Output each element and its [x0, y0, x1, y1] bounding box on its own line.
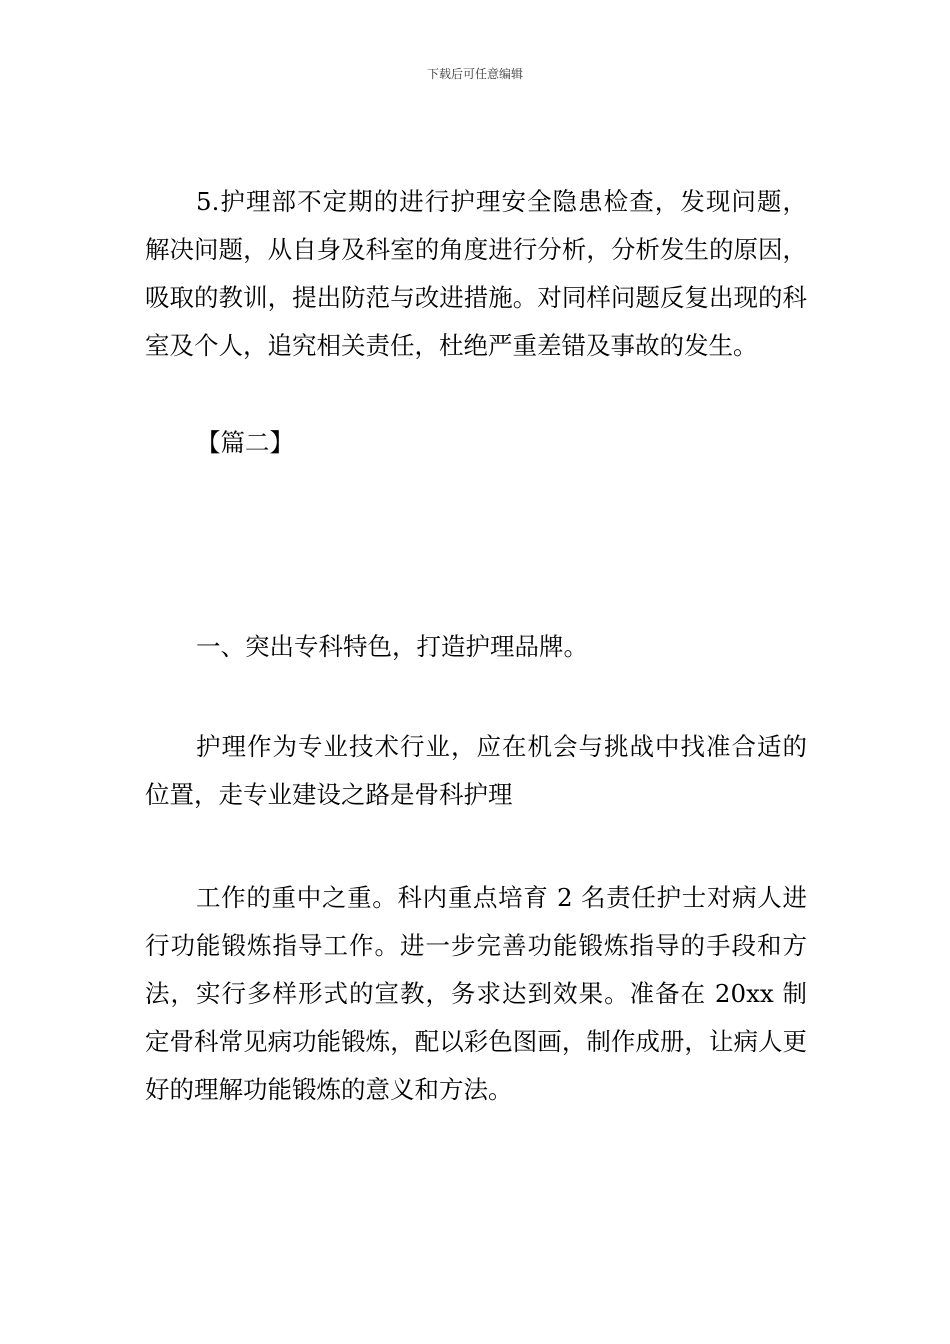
section-heading: 一、突出专科特色，打造护理品牌。 — [196, 632, 588, 661]
document-body — [145, 178, 807, 1114]
paragraph-safety-inspection: 5.护理部不定期的进行护理安全隐患检查，发现问题，解决问题，从自身及科室的角度进行分析，分析发生的原因，吸取的教训，提出防范与改进措施。对同样问题反复出现的科室及个人，追究相关责任，杜绝严重差错及事故的发生。 — [145, 187, 807, 360]
part-heading: 【篇二】 — [196, 428, 294, 457]
page-header-note: 下载后可任意编辑 — [426, 67, 523, 81]
paragraph-training: 工作的重中之重。科内重点培育 2 名责任护士对病人进行功能锻炼指导工作。进一步完善功能锻炼指导的手段和方法，实行多样形式的宣教，务求达到效果。准备在 20xx 制定骨科常见病功能锻炼，配以彩色图画，制作成册，让病人更好的理解功能锻炼的意义和方法。 — [145, 883, 807, 1104]
paragraph-specialty: 护理作为专业技术行业，应在机会与挑战中找准合适的位置，走专业建设之路是骨科护理 — [145, 732, 807, 809]
